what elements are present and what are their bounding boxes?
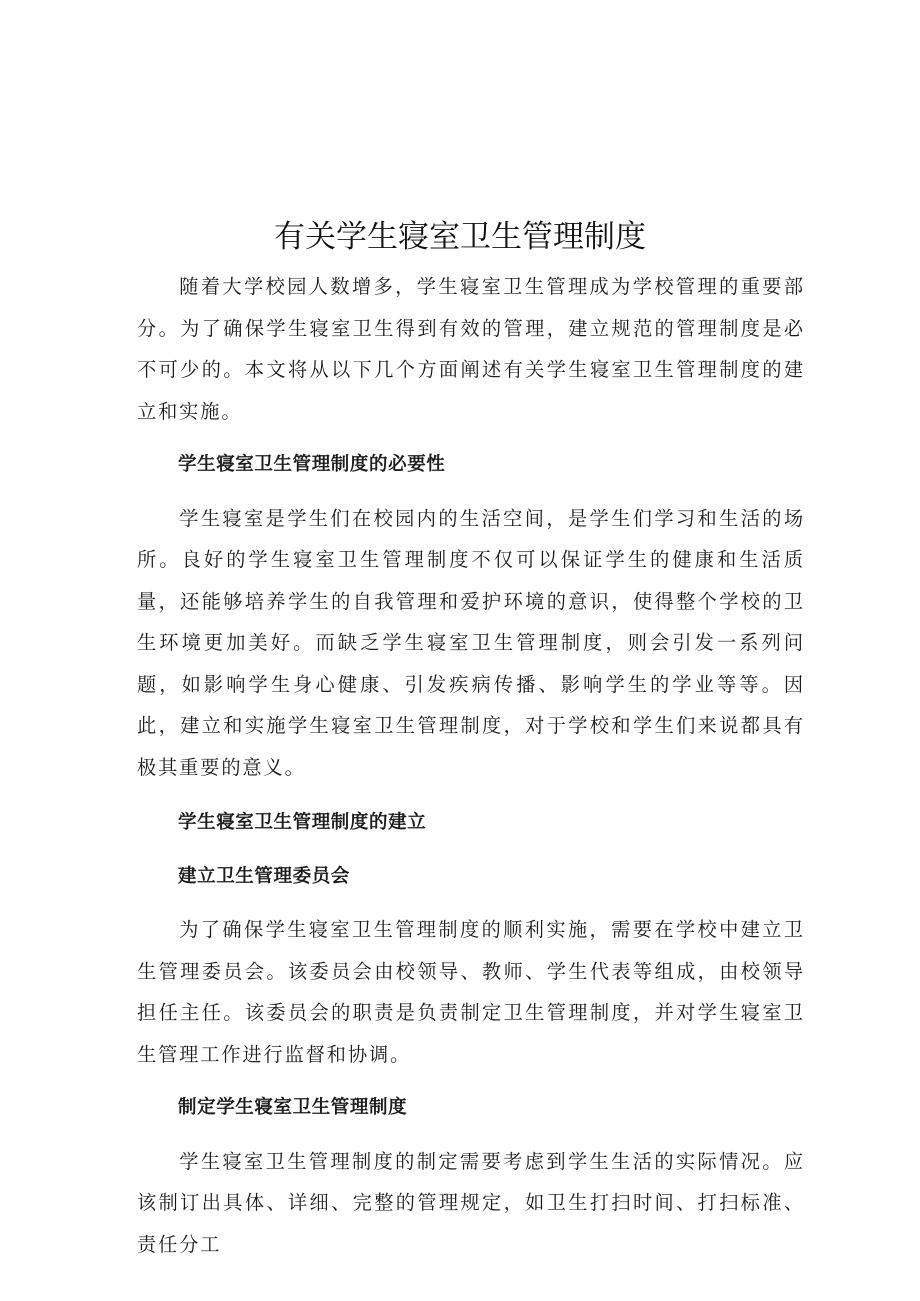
intro-paragraph: 随着大学校园人数增多，学生寝室卫生管理成为学校管理的重要部分。为了确保学生寝室卫生得到有效的管理，建立规范的管理制度是必不可少的。本文将从以下几个方面阐述有关学生寝室卫生管理制度的建立和实施。 [137,275,805,423]
document-title: 有关学生寝室卫生管理制度 [274,219,646,255]
section-heading-regulations: 制定学生寝室卫生管理制度 [178,1097,408,1118]
section-paragraph-necessity: 学生寝室是学生们在校园内的生活空间，是学生们学习和生活的场所。良好的学生寝室卫生管理制度不仅可以保证学生的健康和生活质量，还能够培养学生的自我管理和爱护环境的意识，使得整个学校的卫生环境更加美好。而缺乏学生寝室卫生管理制度，则会引发一系列问题，如影响学生身心健康、引发疾病传播、影响学生的学业等等。因此，建立和实施学生寝室卫生管理制度，对于学校和学生们来说都具有极其重要的意义。 [137,506,805,779]
section-heading-necessity: 学生寝室卫生管理制度的必要性 [178,454,446,475]
section-paragraph-committee: 为了确保学生寝室卫生管理制度的顺利实施，需要在学校中建立卫生管理委员会。该委员会由校领导、教师、学生代表等组成，由校领导担任主任。该委员会的职责是负责制定卫生管理制度，并对学生寝室卫生管理工作进行监督和协调。 [137,918,805,1066]
document-body [137,266,805,1265]
section-paragraph-regulations: 学生寝室卫生管理制度的制定需要考虑到学生生活的实际情况。应该制订出具体、详细、完整的管理规定，如卫生打扫时间、打扫标准、责任分工 [137,1149,805,1256]
section-heading-committee: 建立卫生管理委员会 [178,865,350,887]
section-heading-establishment: 学生寝室卫生管理制度的建立 [178,812,427,833]
